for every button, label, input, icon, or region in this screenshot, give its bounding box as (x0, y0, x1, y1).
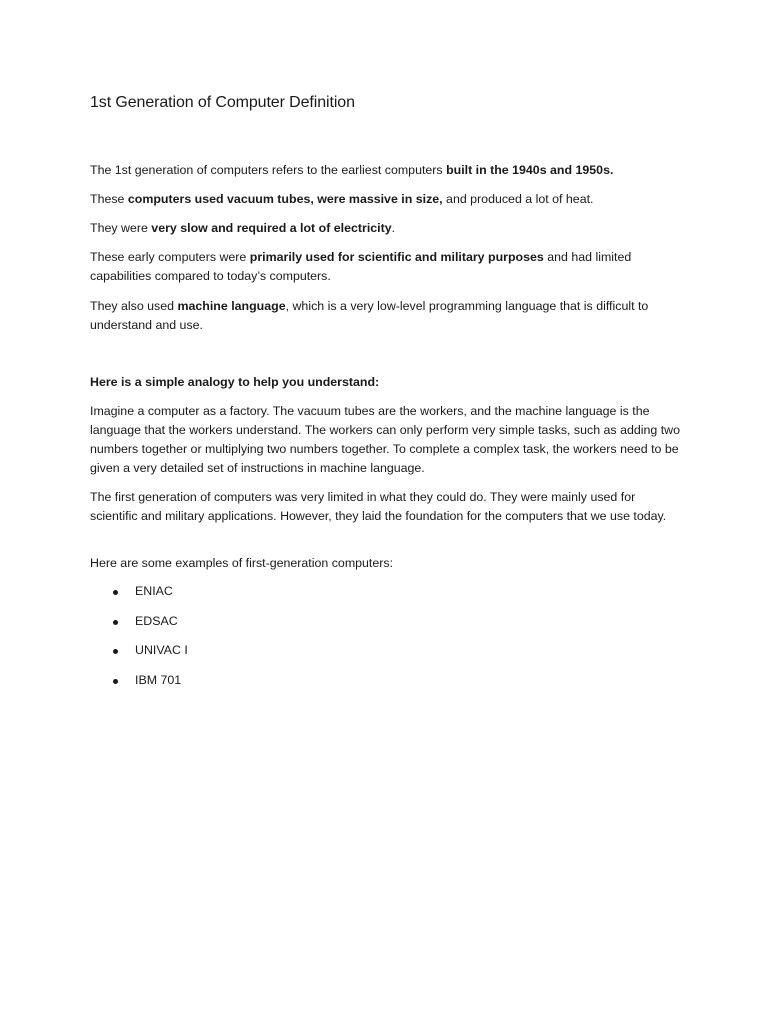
paragraph-speed (90, 219, 680, 238)
bullet-icon (113, 679, 118, 684)
bold-text: primarily used for scientific and military purposes (249, 250, 544, 264)
text: These early computers were (90, 250, 250, 264)
text: They were (90, 221, 152, 235)
paragraph-definition (90, 161, 680, 180)
text: , which is a very low-level programming language that is difficult to understand and use. (90, 299, 649, 332)
analogy-heading (90, 373, 680, 392)
bold-text: very slow and required a lot of electricity (151, 221, 392, 235)
text: The 1st generation of computers refers to the earliest computers (90, 163, 447, 177)
paragraph-analogy: Imagine a computer as a factory. The vacuum tubes are the workers, and the machine language is the language that the workers understand. The workers can only perform very simple tasks, such as adding two numbers together or multiplying two numbers together. To complete a complex task, the workers need to be given a very detailed set of instructions in machine language. (90, 404, 681, 475)
text: They also used (90, 299, 178, 313)
list-item-text: IBM 701 (135, 672, 182, 687)
document-title: 1st Generation of Computer Definition (90, 94, 355, 111)
list-item-text: ENIAC (135, 584, 173, 598)
list-item-text: EDSAC (135, 613, 178, 628)
bold-text: machine language (177, 299, 286, 313)
text: These (90, 192, 128, 206)
bullet-icon (113, 649, 118, 654)
bold-text: Here is a simple analogy to help you understand: (90, 375, 380, 389)
paragraph-vacuum-tubes (90, 190, 680, 209)
bold-text: computers used vacuum tubes, were massive in size, (127, 192, 443, 206)
paragraph-machine-language (90, 297, 680, 335)
paragraph-examples-intro: Here are some examples of first-generation computers: (90, 556, 394, 570)
text: . (391, 221, 396, 235)
bold-text: built in the 1940s and 1950s. (446, 163, 614, 177)
list-item-text: UNIVAC I (135, 643, 188, 657)
paragraph-usage (90, 248, 680, 286)
paragraph-limitations: The first generation of computers was very limited in what they could do. They were mainly used for scientific and military applications. However, they laid the foundation for the computers that we use today. (90, 490, 667, 523)
bullet-icon (113, 590, 118, 595)
bullet-icon (113, 620, 118, 625)
text: and produced a lot of heat. (442, 192, 594, 206)
text: and had limited capabilities compared to today’s computers. (90, 250, 632, 283)
